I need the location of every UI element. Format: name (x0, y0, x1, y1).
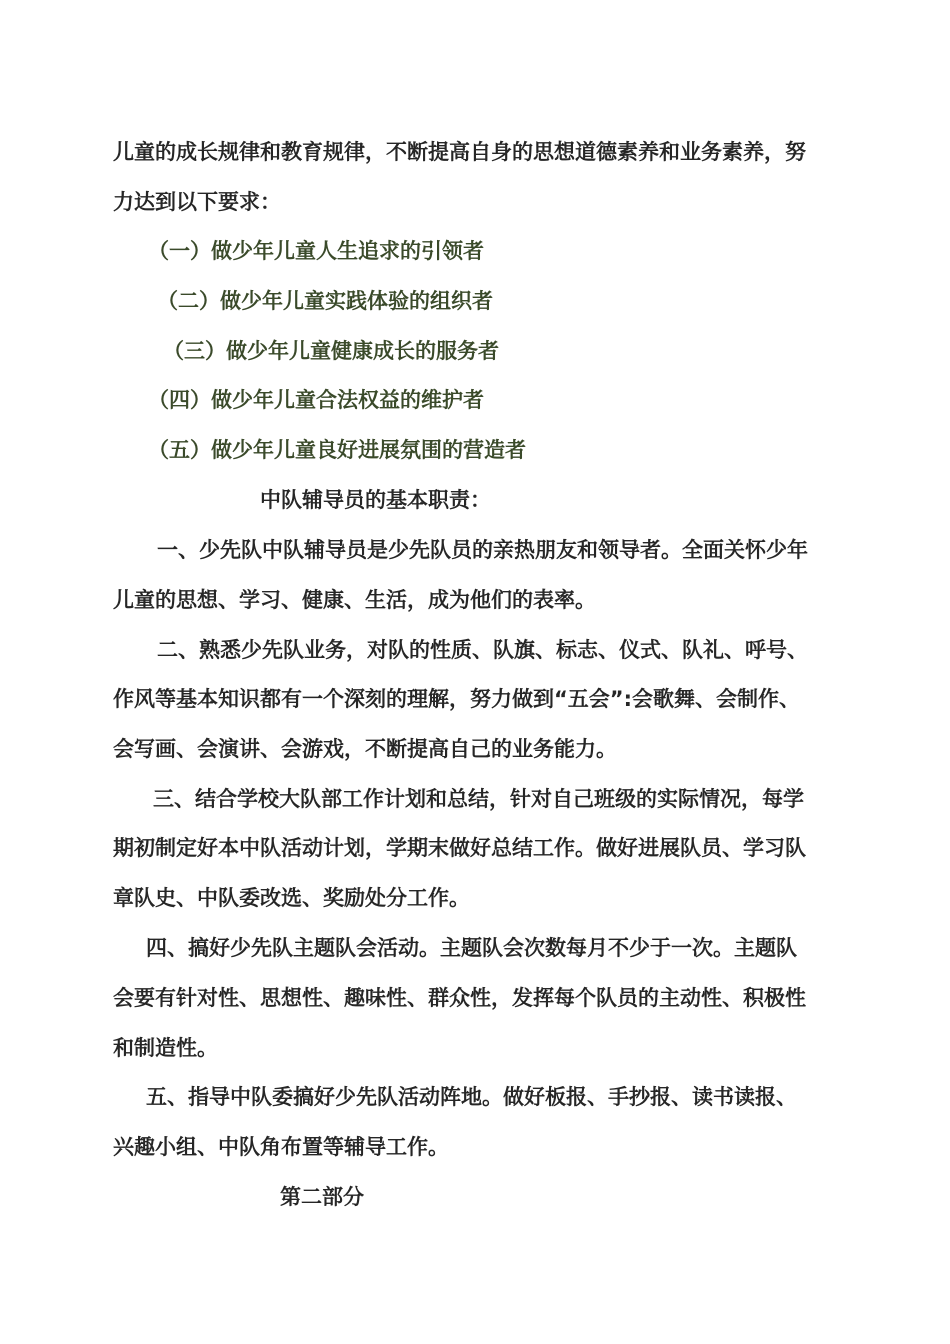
requirement-item-4: （四）做少年儿童合法权益的维护者 (148, 388, 484, 412)
requirement-item-2: （二）做少年儿童实践体验的组织者 (157, 289, 493, 313)
duty-4-line-2: 会要有针对性、思想性、趣味性、群众性，发挥每个队员的主动性、积极性 (113, 986, 806, 1010)
requirement-item-5: （五）做少年儿童良好进展氛围的营造者 (148, 438, 526, 462)
duty-2-line-1: 二、熟悉少先队业务，对队的性质、队旗、标志、仪式、队礼、呼号、 (157, 638, 808, 662)
duty-5-line-2: 兴趣小组、中队角布置等辅导工作。 (113, 1135, 449, 1159)
requirement-item-1: （一）做少年儿童人生追求的引领者 (148, 239, 484, 263)
duty-4-line-3: 和制造性。 (113, 1036, 218, 1060)
duty-3-line-3: 章队史、中队委改选、奖励处分工作。 (113, 886, 470, 910)
duty-5-line-1: 五、指导中队委搞好少先队活动阵地。做好板报、手抄报、读书读报、 (146, 1085, 797, 1109)
duty-3-line-2: 期初制定好本中队活动计划，学期末做好总结工作。做好进展队员、学习队 (113, 836, 806, 860)
intro-line-1: 儿童的成长规律和教育规律，不断提高自身的思想道德素养和业务素养，努 (113, 140, 806, 164)
section-heading: 第二部分 (280, 1185, 364, 1209)
duties-heading: 中队辅导员的基本职责： (260, 488, 491, 512)
duty-3-line-1: 三、结合学校大队部工作计划和总结，针对自己班级的实际情况，每学 (153, 787, 804, 811)
duty-1-line-1: 一、少先队中队辅导员是少先队员的亲热朋友和领导者。全面关怀少年 (157, 538, 808, 562)
intro-line-2: 力达到以下要求： (113, 190, 281, 214)
duty-2-line-2: 作风等基本知识都有一个深刻的理解，努力做到“五会”:会歌舞、会制作、 (113, 687, 800, 711)
requirement-item-3: （三）做少年儿童健康成长的服务者 (163, 339, 499, 363)
duty-1-line-2: 儿童的思想、学习、健康、生活，成为他们的表率。 (113, 588, 596, 612)
duty-2-line-3: 会写画、会演讲、会游戏，不断提高自己的业务能力。 (113, 737, 617, 761)
duty-4-line-1: 四、搞好少先队主题队会活动。主题队会次数每月不少于一次。主题队 (146, 936, 797, 960)
